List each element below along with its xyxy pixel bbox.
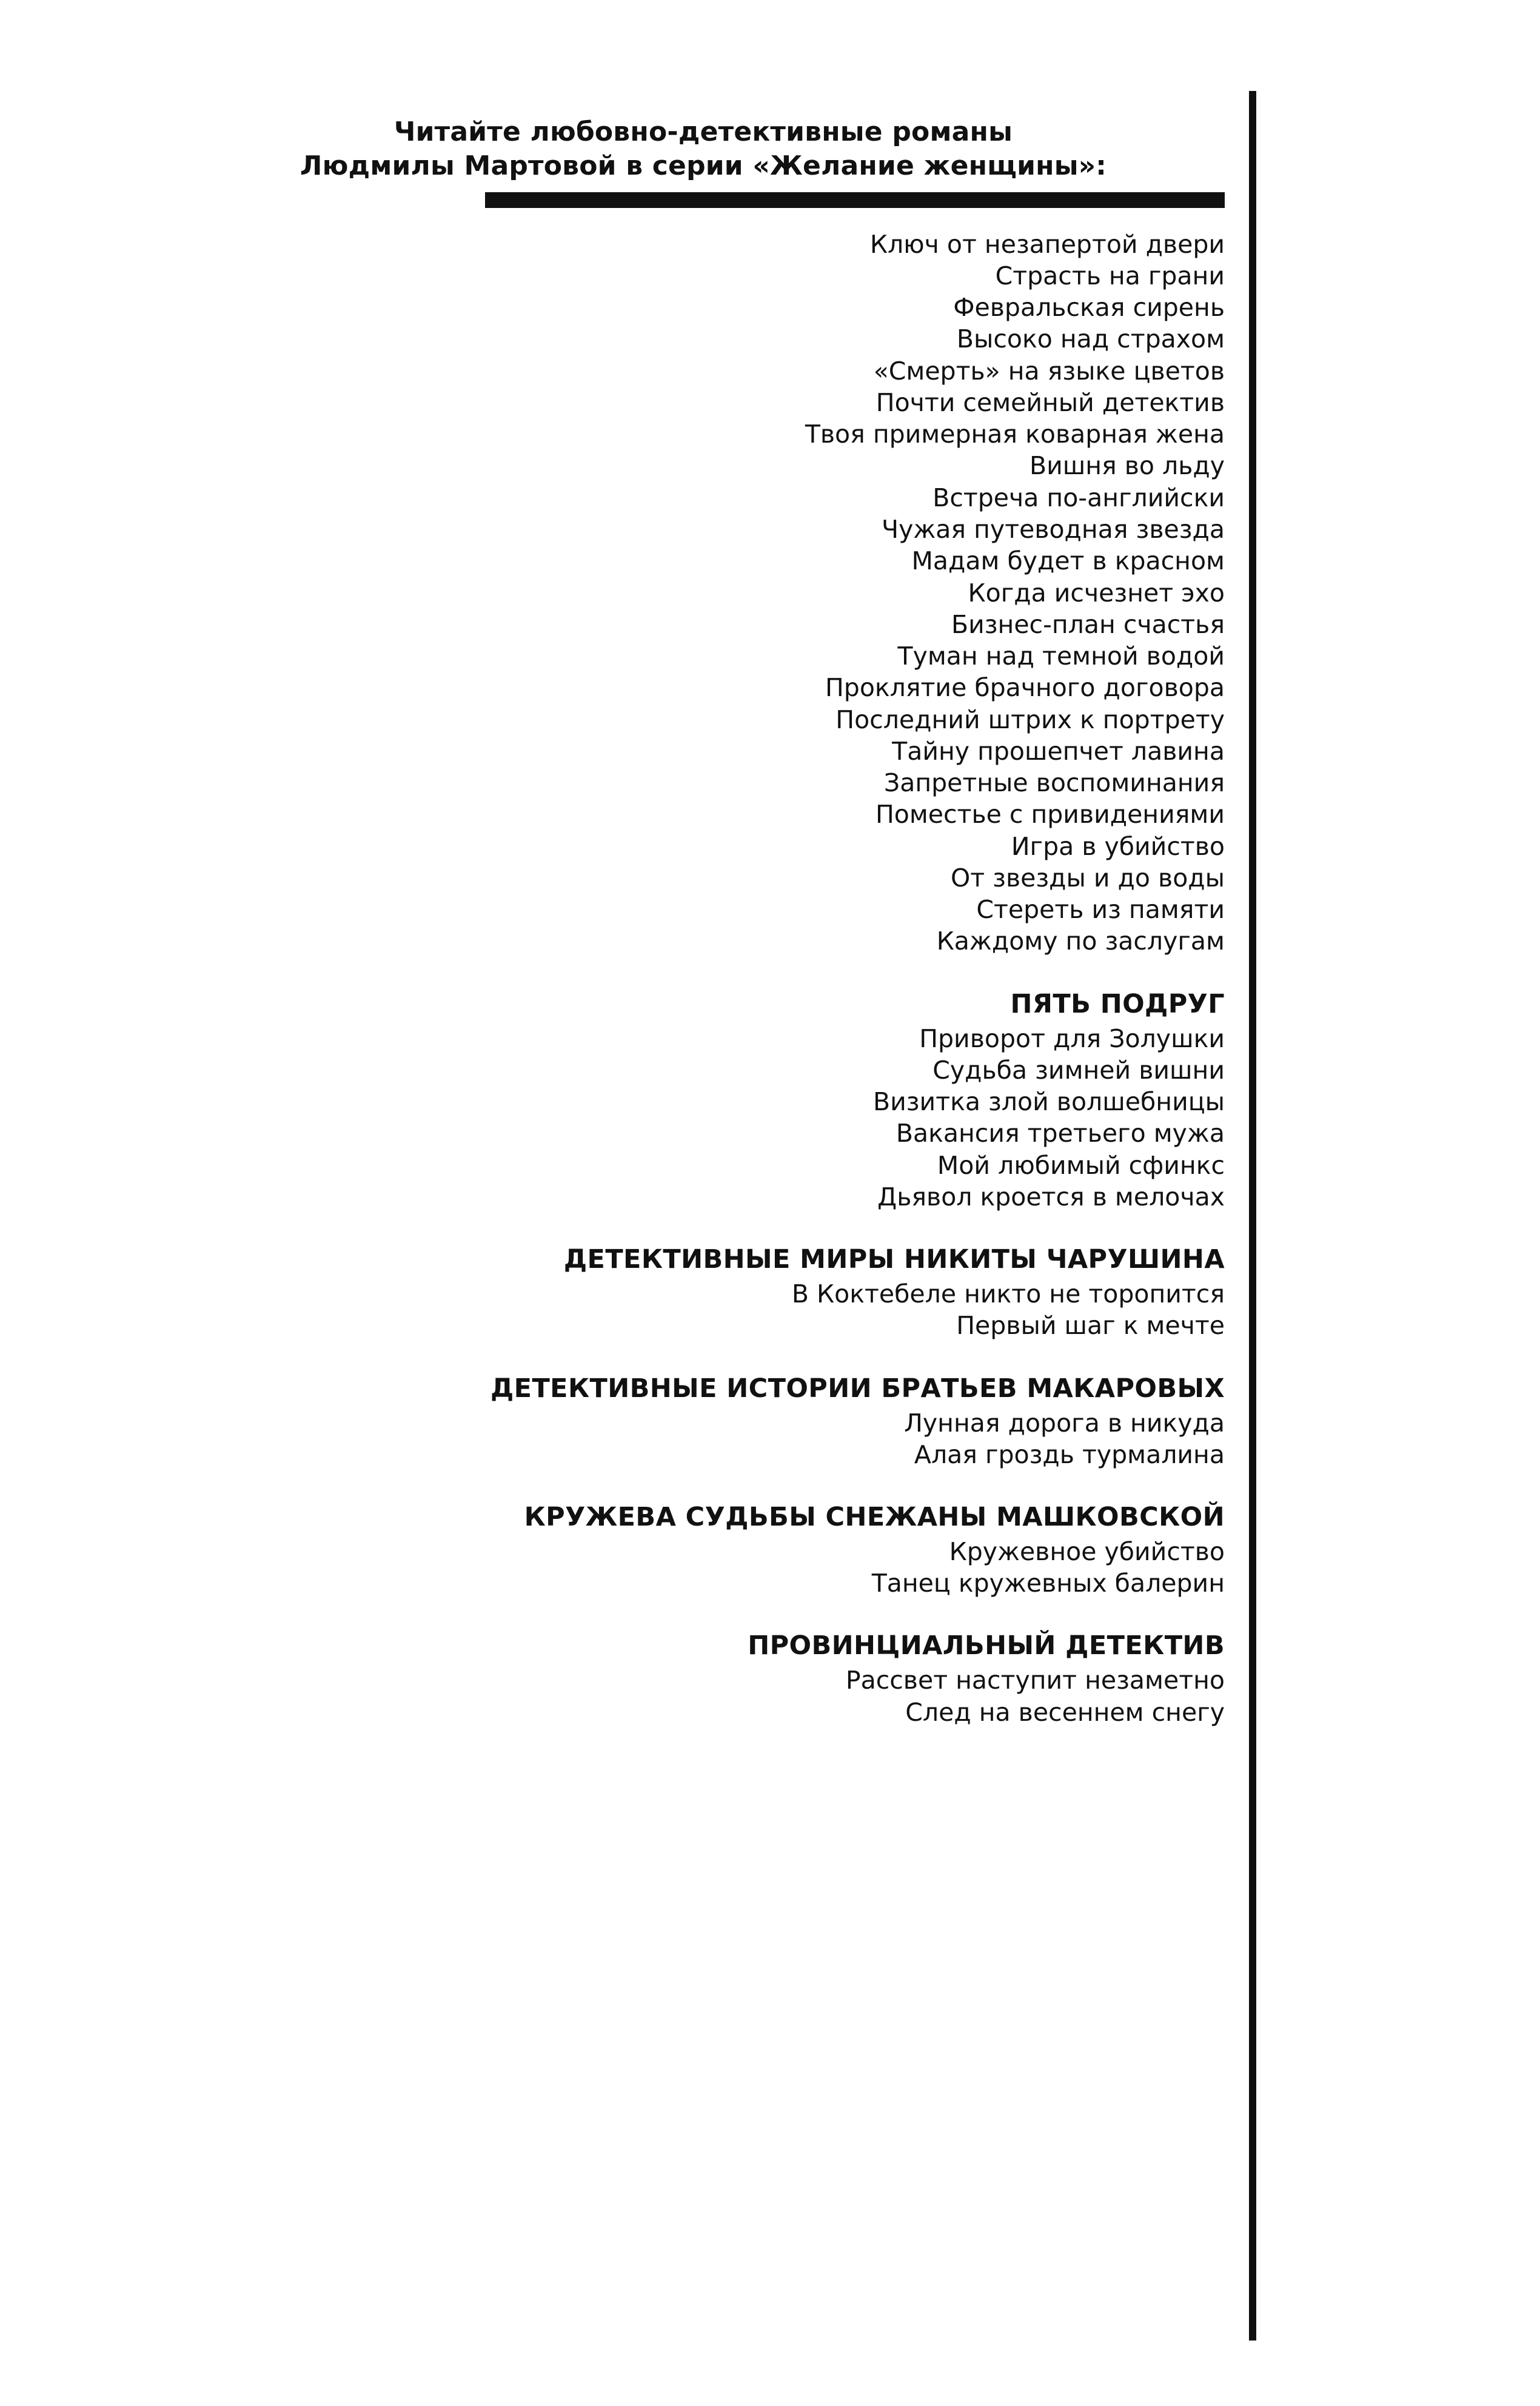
list-item: Мадам будет в красном <box>911 546 1225 576</box>
horizontal-rule-decoration <box>485 192 1225 208</box>
list-item: Ключ от незапертой двери <box>869 229 1225 259</box>
list-item: Запретные воспоминания <box>883 768 1225 798</box>
series-title: ДЕТЕКТИВНЫЕ ИСТОРИИ БРАТЬЕВ МАКАРОВЫХ <box>490 1373 1225 1404</box>
series-block <box>182 1372 1225 1470</box>
list-item: Игра в убийство <box>1011 831 1225 861</box>
page-content <box>182 115 1225 1728</box>
list-item: Почти семейный детектив <box>875 387 1225 417</box>
list-item: Каждому по заслугам <box>936 927 1225 956</box>
list-item: Февральская сирень <box>953 293 1225 323</box>
list-item: Кружевное убийство <box>949 1536 1225 1566</box>
series-title: ПРОВИНЦИАЛЬНЫЙ ДЕТЕКТИВ <box>748 1630 1225 1661</box>
list-item: Последний штрих к портрету <box>835 705 1225 734</box>
list-item: Первый шаг к мечте <box>956 1311 1225 1341</box>
list-item: Проклятие брачного договора <box>825 673 1225 703</box>
list-item: Дьявол кроется в мелочах <box>877 1182 1225 1211</box>
page-title-line-2: Людмилы Мартовой в серии «Желание женщины»: <box>300 150 1107 182</box>
series-title-list <box>182 1536 1225 1600</box>
list-item: Алая гроздь турмалина <box>914 1439 1225 1469</box>
series-block <box>182 1501 1225 1599</box>
page-title <box>182 115 1225 184</box>
page-title-line-1: Читайте любовно-детективные романы <box>393 116 1013 147</box>
list-item: След на весеннем снегу <box>905 1697 1225 1727</box>
series-block <box>182 988 1225 1213</box>
list-item: Страсть на грани <box>995 261 1225 290</box>
series-title: ПЯТЬ ПОДРУГ <box>1010 988 1225 1019</box>
list-item: В Коктебеле никто не торопится <box>791 1279 1225 1309</box>
list-item: Рассвет наступит незаметно <box>845 1666 1225 1695</box>
series-title-list <box>182 1407 1225 1471</box>
list-item: Чужая путеводная звезда <box>882 515 1225 545</box>
list-item: Тайну прошепчет лавина <box>892 736 1225 766</box>
list-item: Бизнес-план счастья <box>951 609 1225 639</box>
list-item: Когда исчезнет эхо <box>968 578 1225 608</box>
list-item: Лунная дорога в никуда <box>904 1408 1225 1438</box>
list-item: Визитка злой волшебницы <box>872 1087 1225 1117</box>
series-title-list <box>182 1023 1225 1213</box>
list-item: Судьба зимней вишни <box>932 1055 1225 1085</box>
series-title-list <box>182 1278 1225 1342</box>
list-item: Высоко над страхом <box>956 324 1225 354</box>
series-block <box>182 1243 1225 1341</box>
series-title: КРУЖЕВА СУДЬБЫ СНЕЖАНЫ МАШКОВСКОЙ <box>524 1502 1225 1533</box>
list-item: Твоя примерная коварная жена <box>805 420 1225 449</box>
list-item: Танец кружевных балерин <box>871 1569 1225 1598</box>
list-item: Вишня во льду <box>1029 451 1225 481</box>
list-item: «Смерть» на языке цветов <box>873 356 1225 386</box>
series-title-list <box>182 1664 1225 1728</box>
list-item: Приворот для Золушки <box>919 1024 1225 1053</box>
series-block <box>182 1629 1225 1727</box>
list-item: Стереть из памяти <box>976 895 1225 925</box>
list-item: Поместье с привидениями <box>875 800 1225 829</box>
list-item: Туман над темной водой <box>897 642 1225 671</box>
list-item: От звезды и до воды <box>950 863 1225 893</box>
list-item: Мой любимый сфинкс <box>937 1150 1225 1180</box>
main-title-list <box>182 229 1225 957</box>
list-item: Вакансия третьего мужа <box>896 1119 1225 1148</box>
vertical-rule-decoration <box>1249 91 1256 2341</box>
list-item: Встреча по-английски <box>932 483 1225 512</box>
series-title: ДЕТЕКТИВНЫЕ МИРЫ НИКИТЫ ЧАРУШИНА <box>563 1244 1225 1275</box>
